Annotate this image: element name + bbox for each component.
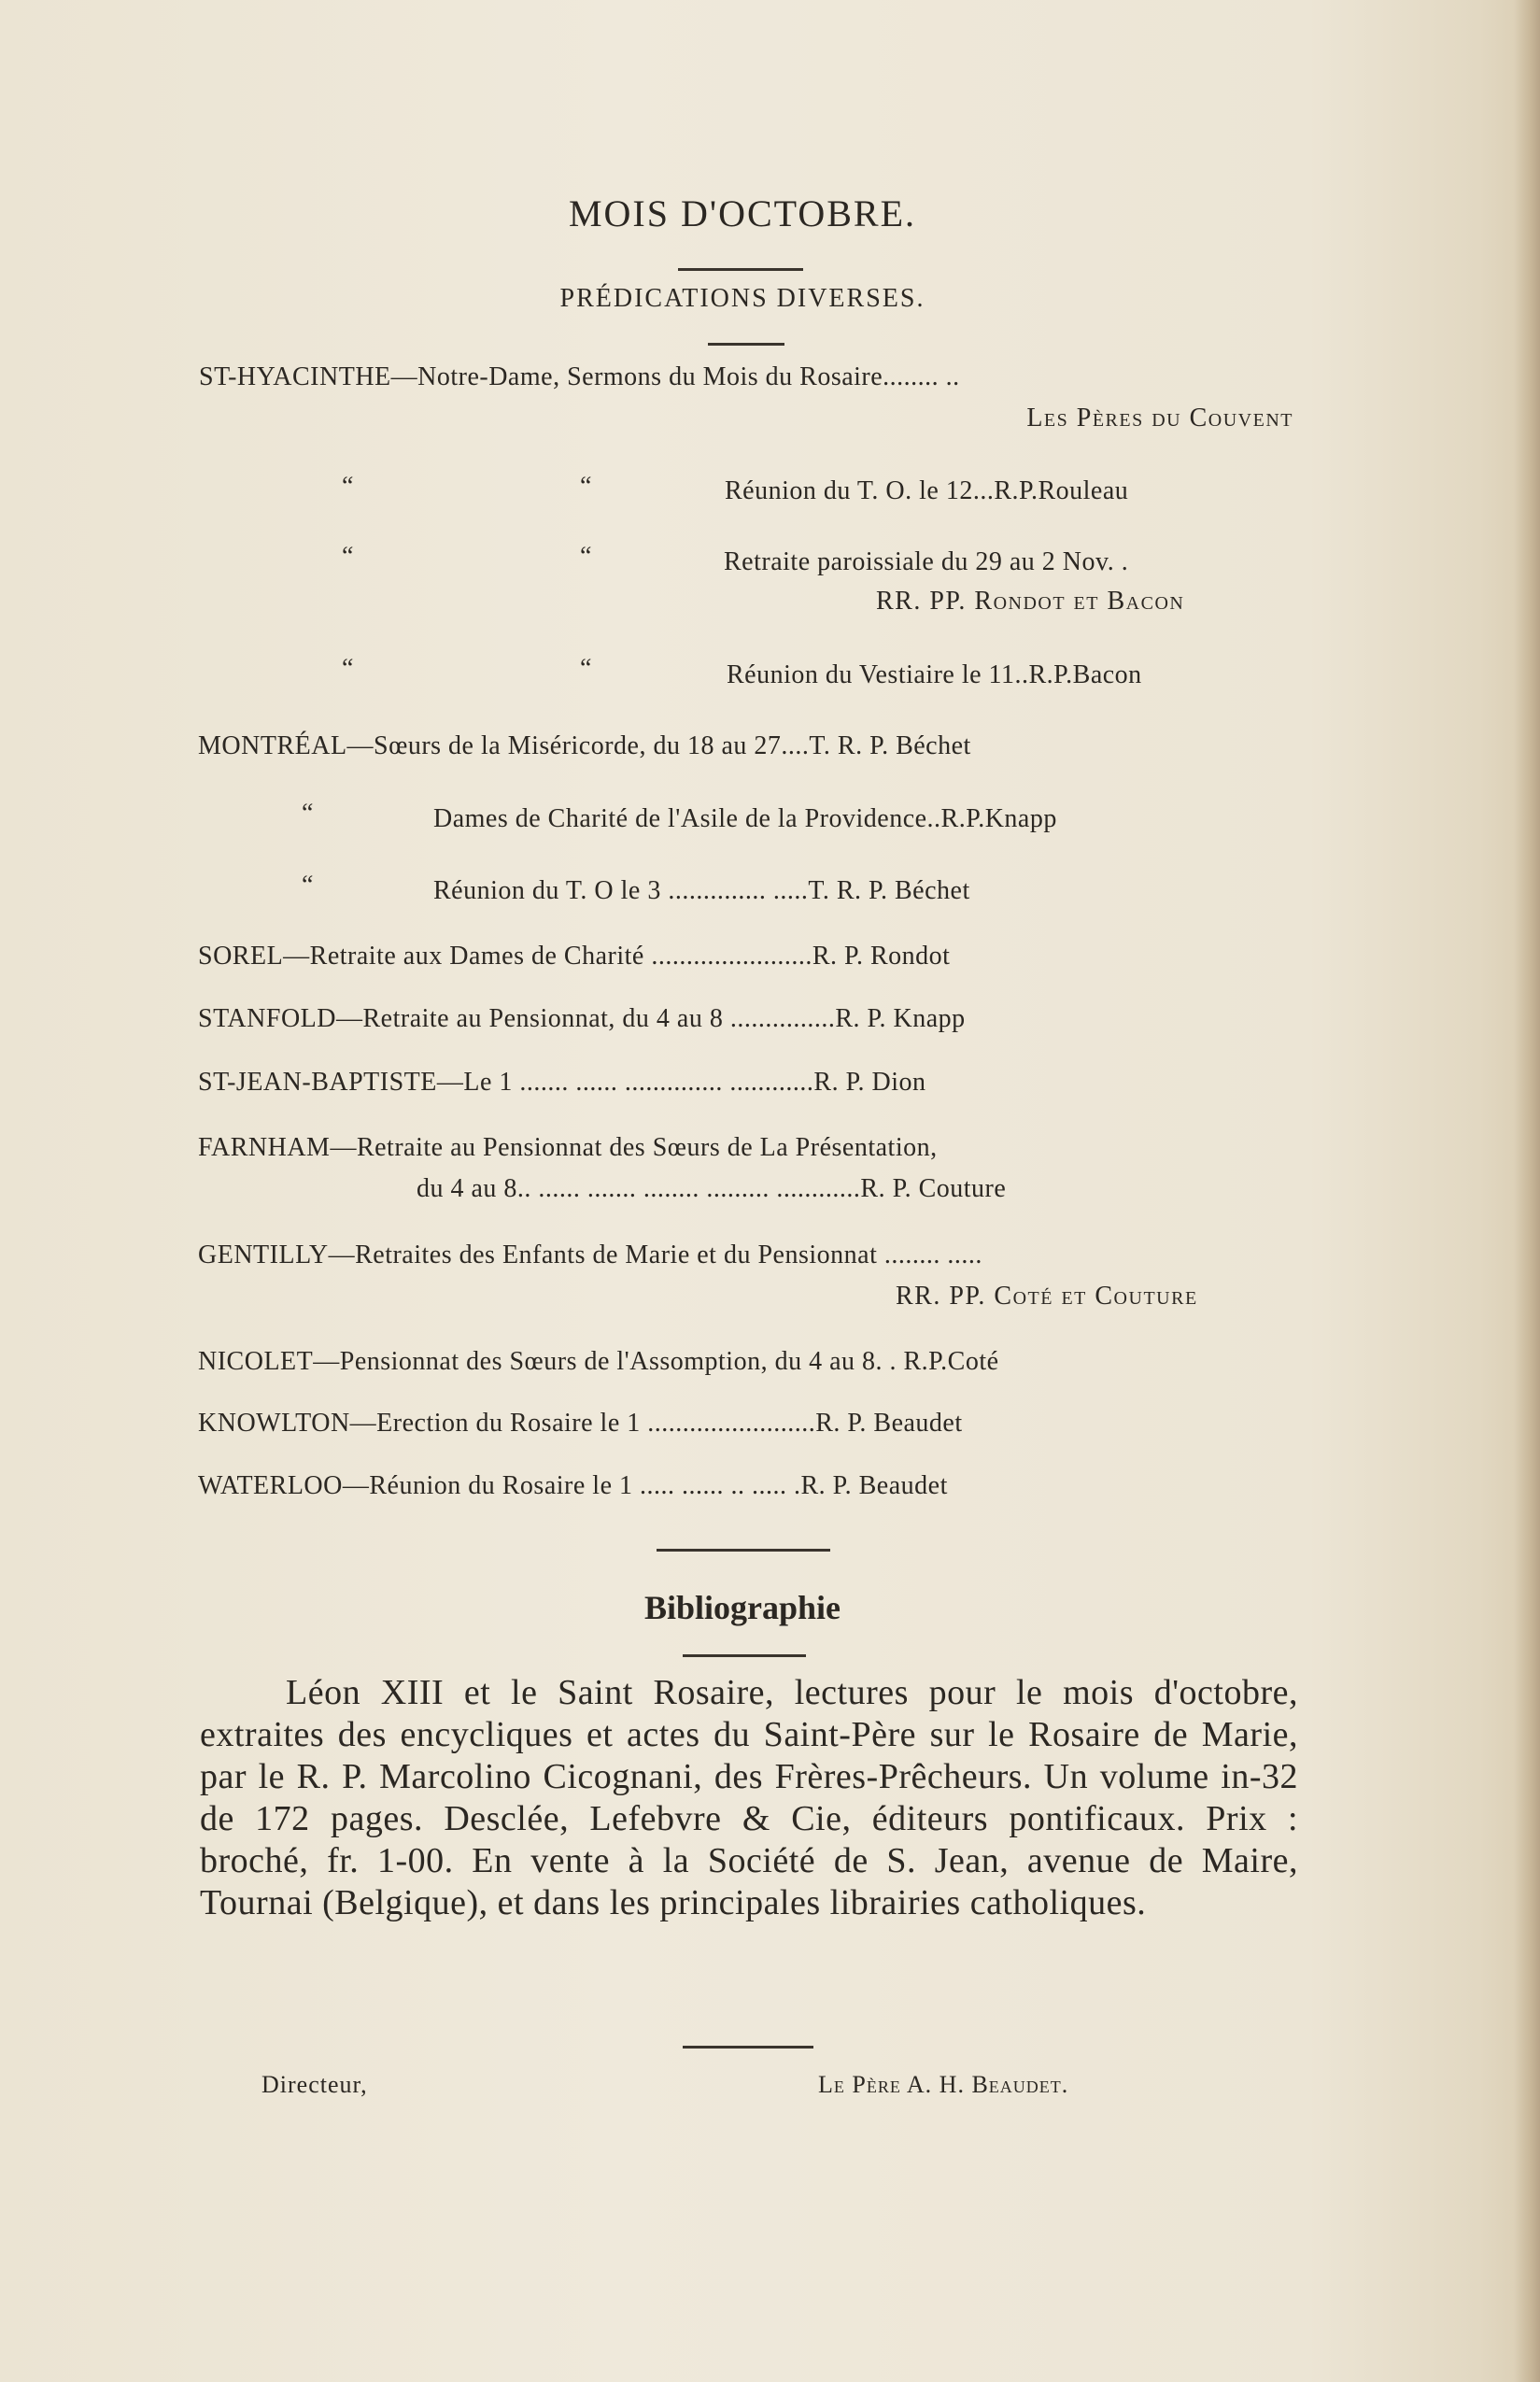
ditto-mark: “ — [342, 542, 354, 571]
signature-role: Directeur, — [261, 2071, 368, 2098]
entry-gentilly-line2: RR. PP. Coté et Couture — [896, 1282, 1198, 1311]
entry-reunion-vestiaire: Réunion du Vestiaire le 11..R.P.Bacon — [727, 660, 1142, 689]
entry-stanfold: STANFOLD—Retraite au Pensionnat, du 4 au 8 ...............R. P. Knapp — [198, 1004, 966, 1033]
entry-retraite-paroissiale-preachers: RR. PP. Rondot et Bacon — [876, 587, 1185, 616]
ditto-mark: “ — [342, 472, 354, 501]
signature-rule — [683, 2046, 813, 2049]
ditto-mark: “ — [580, 542, 592, 571]
ditto-mark: “ — [580, 654, 592, 683]
section-subtitle: PRÉDICATIONS DIVERSES. — [559, 284, 925, 313]
entry-sorel: SOREL—Retraite aux Dames de Charité .......................R. P. Rondot — [198, 942, 951, 971]
entry-reunion-to: Réunion du T. O. le 12...R.P.Rouleau — [725, 476, 1129, 505]
entry-farnham-line1: FARNHAM—Retraite au Pensionnat des Sœurs de La Présentation, — [198, 1133, 938, 1162]
bibliography-rule — [683, 1654, 806, 1657]
entry-gentilly-line1: GENTILLY—Retraites des Enfants de Marie et du Pensionnat ........ ..... — [198, 1241, 982, 1269]
bibliography-title: Bibliographie — [643, 1589, 841, 1626]
entry-st-jean-baptiste: ST-JEAN-BAPTISTE—Le 1 ....... ...... .............. ............R. P. Dion — [198, 1068, 926, 1097]
entry-knowlton: KNOWLTON—Erection du Rosaire le 1 ........................R. P. Beaudet — [198, 1409, 963, 1438]
title-rule — [678, 268, 803, 271]
entry-montreal: MONTRÉAL—Sœurs de la Miséricorde, du 18 au 27....T. R. P. Béchet — [198, 731, 971, 760]
entry-st-hyacinthe-line2: Les Pères du Couvent — [1026, 404, 1293, 432]
page-spine-shadow — [1514, 0, 1540, 2382]
page-title: MOIS D'OCTOBRE. — [568, 192, 917, 234]
bibliography-paragraph: Léon XIII et le Saint Rosaire, lectures pour le mois d'octobre, extraites des encycliques et actes du Saint-Père sur le Rosaire de Marie, par le R. P. Marcolino Cicognani, des Frères-Prêcheurs. Un volume in-32 de 172 pages. Desclée, Lefebvre & Cie, éditeurs pontificaux. Prix : broché, fr. 1-00. En vente à la Société de S. Jean, avenue de Maire, Tournai (Belgique), et dans les principales librairies catholiques. — [200, 1673, 1298, 1922]
section-divider — [657, 1549, 830, 1552]
subtitle-rule — [708, 343, 784, 346]
entry-dames-de-charite: Dames de Charité de l'Asile de la Providence..R.P.Knapp — [433, 804, 1057, 833]
ditto-mark: “ — [302, 799, 314, 828]
ditto-mark: “ — [302, 871, 314, 900]
signature-name: Le Père A. H. Beaudet. — [818, 2071, 1069, 2098]
entry-st-hyacinthe-line1: ST-HYACINTHE—Notre-Dame, Sermons du Mois du Rosaire........ .. — [199, 362, 960, 391]
entry-reunion-to-montreal: Réunion du T. O le 3 .............. .....T. R. P. Béchet — [433, 876, 970, 905]
entry-nicolet: NICOLET—Pensionnat des Sœurs de l'Assomption, du 4 au 8. . R.P.Coté — [198, 1347, 999, 1376]
entry-farnham-line2: du 4 au 8.. ...... ....... ........ ......... ............R. P. Couture — [417, 1174, 1007, 1203]
entry-waterloo: WATERLOO—Réunion du Rosaire le 1 ..... ...... .. ..... .R. P. Beaudet — [198, 1471, 948, 1500]
ditto-mark: “ — [580, 472, 592, 501]
ditto-mark: “ — [342, 654, 354, 683]
entry-retraite-paroissiale: Retraite paroissiale du 29 au 2 Nov. . — [724, 547, 1129, 576]
